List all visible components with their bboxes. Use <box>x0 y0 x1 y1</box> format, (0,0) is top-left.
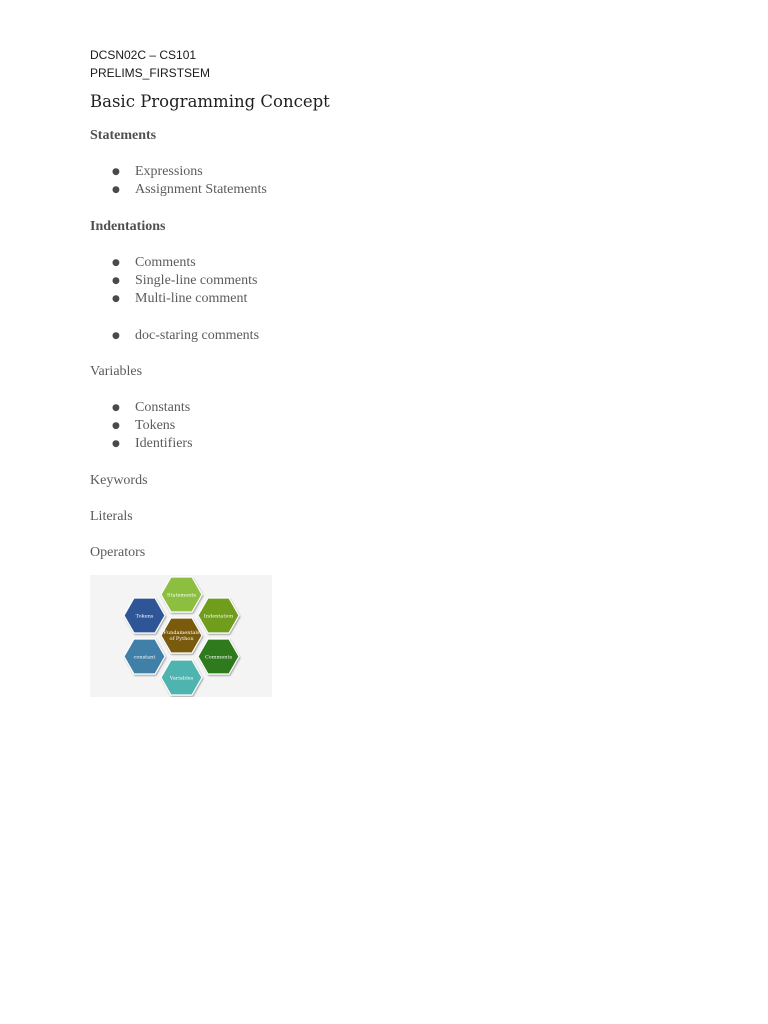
bullet-icon: ● <box>112 403 120 413</box>
bullet-icon: ● <box>112 294 120 304</box>
svg-text:Comments: Comments <box>204 654 233 661</box>
hex-node-tokens <box>124 598 165 633</box>
indentations-heading: Indentations <box>90 219 166 234</box>
list-item: Single-line comments <box>135 273 258 288</box>
svg-text:constant: constant <box>133 654 156 661</box>
bullet-icon: ● <box>112 276 120 286</box>
hex-node-comments <box>198 639 239 674</box>
list-item: Tokens <box>135 418 176 433</box>
svg-text:Fundamentals: Fundamentals <box>163 630 200 636</box>
list-item: Expressions <box>135 164 203 179</box>
bullet-icon: ● <box>112 439 120 449</box>
svg-text:Indentation: Indentation <box>203 613 234 620</box>
literals-heading: Literals <box>90 509 133 524</box>
bullet-icon: ● <box>112 167 120 177</box>
hex-node-statements <box>161 577 202 612</box>
svg-text:of Python: of Python <box>169 636 194 642</box>
list-item: Assignment Statements <box>135 182 267 197</box>
hexagon-cluster-svg <box>90 575 272 697</box>
list-item: doc-staring comments <box>135 328 260 343</box>
statements-heading: Statements <box>90 128 157 143</box>
hex-node-variables <box>161 660 202 695</box>
operators-heading: Operators <box>90 545 146 560</box>
bullet-icon: ● <box>112 331 120 341</box>
list-item: Comments <box>135 255 196 270</box>
course-code: DCSN02C – CS101 <box>90 48 197 62</box>
svg-text:Tokens: Tokens <box>135 613 154 620</box>
list-item: Constants <box>135 400 191 415</box>
bullet-icon: ● <box>112 421 120 431</box>
bullet-icon: ● <box>112 258 120 268</box>
svg-text:Statements: Statements <box>167 592 196 599</box>
keywords-heading: Keywords <box>90 473 148 488</box>
variables-heading: Variables <box>90 364 143 379</box>
term-label: PRELIMS_FIRSTSEM <box>90 66 211 80</box>
hex-node-constant <box>124 639 165 674</box>
page-title: Basic Programming Concept <box>90 92 330 111</box>
bullet-icon: ● <box>112 185 120 195</box>
python-fundamentals-diagram <box>90 575 272 697</box>
list-item: Multi-line comment <box>135 291 248 306</box>
hex-node-center <box>161 618 202 653</box>
list-item: Identifiers <box>135 436 193 451</box>
hex-node-indentation <box>198 598 239 633</box>
svg-text:Variables: Variables <box>169 675 194 682</box>
